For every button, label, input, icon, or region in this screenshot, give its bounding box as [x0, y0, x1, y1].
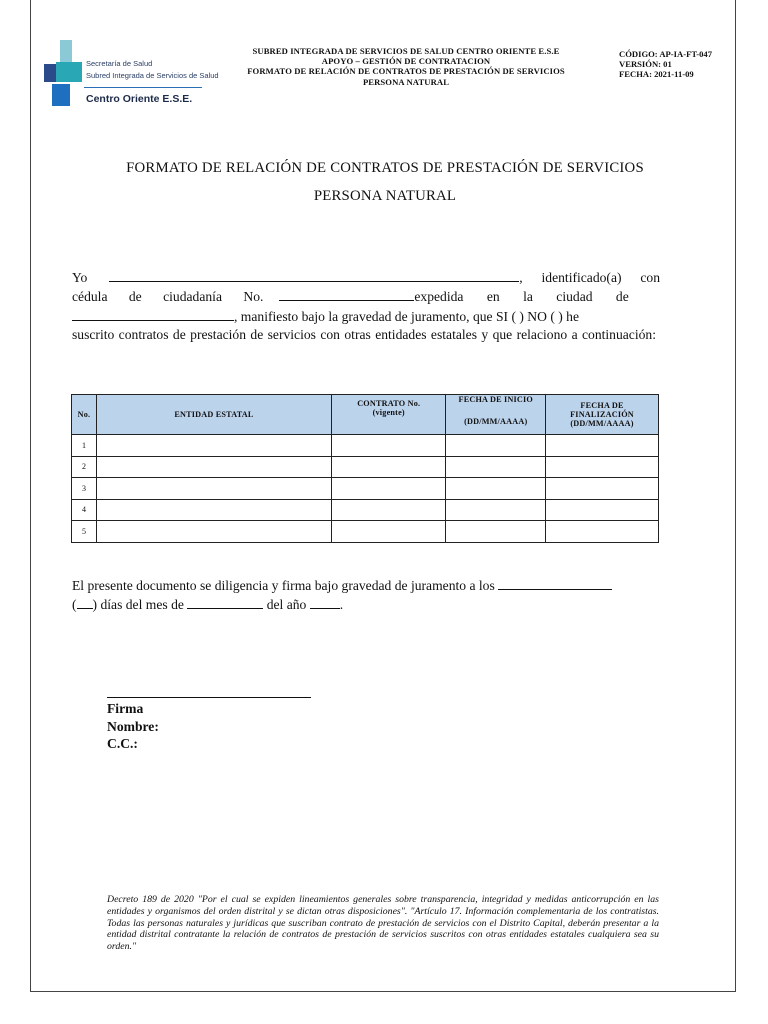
signature-line[interactable] — [107, 697, 311, 698]
header-no: No. — [72, 395, 97, 435]
cedula-field[interactable] — [279, 287, 414, 301]
legal-footnote: Decreto 189 de 2020 "Por el cual se expiden lineamientos generales sobre transparencia, integridad y medidas anticorrupción en las entidades y organismos del orden distrital y se dictan otras disposiciones". "Artículo 17. Información complementaria de los contratistas. Todas las personas naturales y jurídicas que suscriban contrato de prestación de servicios con el Distrito Capital, deberán presentar a la entidad distrital contratante la relación de contratos de prestación de servicios suscritos con otras entidades estatales cualquiera sea su orden." — [107, 894, 659, 953]
title-line-2: PERSONA NATURAL — [313, 188, 457, 204]
cedula-label: cédula de ciudadanía No. — [72, 289, 264, 305]
closing-part-1: El presente documento se diligencia y firma bajo gravedad de juramento a los — [72, 578, 495, 593]
logo-line-3: Centro Oriente E.S.E. — [86, 93, 193, 105]
logo-line-1: Secretaría de Salud — [86, 59, 153, 68]
declaration-rest: suscrito contratos de prestación de servicios con otras entidades estatales y que relaciono a continuación: — [72, 326, 656, 342]
header-line-4: PERSONA NATURAL — [362, 76, 450, 87]
declaration-paragraph — [72, 268, 660, 344]
fecha-fin-cell[interactable] — [546, 521, 659, 543]
expedida-label: expedida en la ciudad de — [414, 289, 629, 305]
doc-date: FECHA: 2021-11-09 — [619, 69, 694, 80]
header-fecha-inicio: FECHA DE INICIO (DD/MM/AAAA) — [446, 395, 546, 435]
entidad-cell[interactable] — [96, 435, 331, 457]
header-line-3: FORMATO DE RELACIÓN DE CONTRATOS DE PRESTACIÓN DE SERVICIOS — [247, 66, 565, 77]
closing-part-3: del año — [266, 597, 307, 613]
mes-field[interactable] — [187, 595, 263, 609]
contrato-cell[interactable] — [332, 456, 446, 478]
fecha-inicio-cell[interactable] — [446, 521, 546, 543]
doc-version: VERSIÓN: 01 — [619, 59, 672, 70]
cc-label: C.C.: — [107, 736, 138, 751]
closing-paragraph: El presente documento se diligencia y firma bajo gravedad de juramento a los ( ) días del mes de del año . — [72, 576, 672, 615]
entidad-cell[interactable] — [96, 499, 331, 521]
signature-block — [107, 700, 159, 753]
fecha-inicio-cell[interactable] — [446, 499, 546, 521]
title-line-1: FORMATO DE RELACIÓN DE CONTRATOS DE PRESTACIÓN DE SERVICIOS — [126, 160, 644, 176]
table-row — [72, 435, 659, 457]
subred-logo — [42, 40, 219, 115]
header-entidad: ENTIDAD ESTATAL — [96, 395, 331, 435]
header-center — [210, 46, 602, 87]
entidad-cell[interactable] — [96, 521, 331, 543]
logo-rule — [84, 87, 202, 88]
nombre-label: Nombre: — [107, 718, 159, 734]
row-number: 2 — [72, 456, 97, 478]
row-number: 1 — [72, 435, 97, 457]
fecha-fin-cell[interactable] — [546, 478, 659, 500]
row-number: 3 — [72, 478, 97, 500]
doc-code: CÓDIGO: AP-IA-FT-047 — [619, 49, 713, 59]
firma-label: Firma — [107, 701, 144, 716]
contrato-cell[interactable] — [332, 499, 446, 521]
fecha-fin-cell[interactable] — [546, 435, 659, 457]
logo-line-2: Subred Integrada de Servicios de Salud — [86, 71, 219, 80]
manifiesto-label: , manifiesto bajo la gravedad de juramento, que SI ( ) NO ( ) he — [234, 308, 580, 324]
fecha-inicio-cell[interactable] — [446, 478, 546, 500]
name-field[interactable] — [109, 268, 519, 282]
header-contrato: CONTRATO No. (vigente) — [332, 395, 446, 435]
row-number: 5 — [72, 521, 97, 543]
identificado-label: , identificado(a) con — [519, 270, 660, 285]
document-title — [60, 154, 710, 210]
fecha-fin-cell[interactable] — [546, 456, 659, 478]
fecha-inicio-cell[interactable] — [446, 456, 546, 478]
table-row — [72, 456, 659, 478]
row-number: 4 — [72, 499, 97, 521]
fecha-fin-cell[interactable] — [546, 499, 659, 521]
closing-part-2: días del mes de — [100, 597, 184, 613]
ciudad-field[interactable] — [72, 307, 234, 321]
contrato-cell[interactable] — [332, 435, 446, 457]
header-codes — [619, 49, 734, 80]
table-header-row — [72, 395, 659, 435]
fecha-inicio-cell[interactable] — [446, 435, 546, 457]
yo-label: Yo — [72, 270, 88, 285]
anio-field[interactable] — [310, 595, 340, 609]
header-line-2: APOYO – GESTIÓN DE CONTRATACION — [321, 56, 491, 67]
header-fecha-fin: FECHA DE FINALIZACIÓN (DD/MM/AAAA) — [546, 395, 659, 435]
table-row — [72, 521, 659, 543]
dias-numero-field[interactable] — [77, 595, 93, 609]
entidad-cell[interactable] — [96, 478, 331, 500]
dias-letras-field[interactable] — [498, 576, 612, 590]
entidad-cell[interactable] — [96, 456, 331, 478]
contrato-cell[interactable] — [332, 478, 446, 500]
contrato-cell[interactable] — [332, 521, 446, 543]
table-row — [72, 478, 659, 500]
contracts-table — [71, 394, 659, 543]
header-line-1: SUBRED INTEGRADA DE SERVICIOS DE SALUD CENTRO ORIENTE E.S.E — [252, 46, 560, 56]
table-row — [72, 499, 659, 521]
